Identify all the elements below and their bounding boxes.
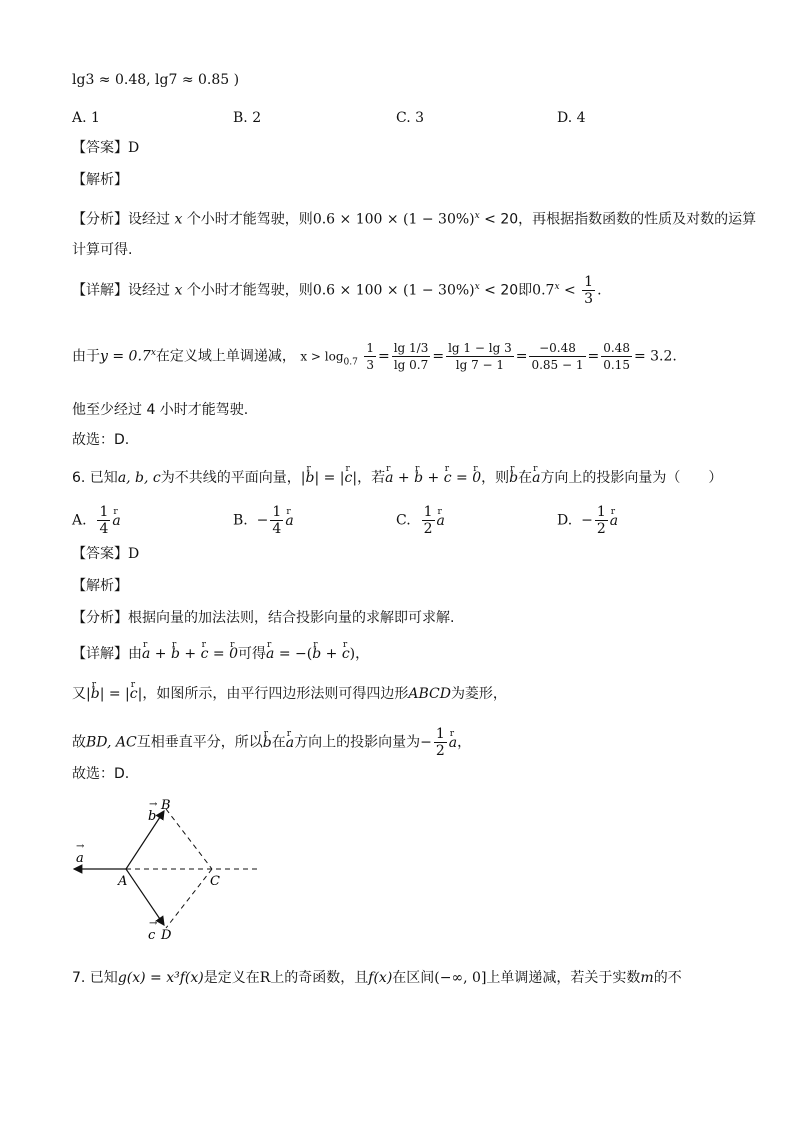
vector-symbol: r a [142,644,150,664]
frac-num: −0.48 [529,340,585,357]
frac-num: 1 [423,504,433,520]
vector-symbol: r a [532,468,540,488]
so-text-3: 互相垂直平分，所以 [136,734,263,751]
q6-option-c [396,504,445,537]
detail-line: 【详解】设经过 x 个小时才能驾驶，则$0.6 \times 100 \times (1 - 30\%)^x < 20$即$0.7^x$ < $\frac{1}{3}$ . [72,274,602,307]
q7-R: R [259,970,271,986]
opt-sign: − [256,512,269,529]
option-a: A. 1 [72,110,100,126]
also-text-1: 又 [72,686,86,702]
q6-text-4: 在 [518,470,533,486]
vector-symbol: r b [414,468,423,488]
option-c: C. 3 [396,110,425,126]
vector-symbol: r b [305,468,314,488]
detail-x: x [174,282,183,299]
monotonic-line: 由于$y = 0.7^x$在定义域上单调递减， $x > \log_{0.7}$ $\frac{1}{3}$ = $\frac{\lg 1/3}{\lg 0.7}$ = $\frac{\lg 1 - \lg 3}{\lg 7 - 1}$ = $\frac{-0.48}{0.85 - 1}$ = $\frac{0.48}{0.15}$ = 3.2. [72,341,677,372]
frac-num: lg 1 − lg 3 [448,341,512,355]
answer-tag: 【答案】 [72,546,128,562]
label-b-arrow: → [149,799,158,810]
label-C: C [210,874,220,889]
opt-frac [595,504,608,537]
frac-den: 3 [584,291,594,307]
vector-symbol: r b [312,644,321,664]
opt-letter: B. [233,512,248,529]
detail-lt: < [559,282,581,299]
option-b: B. 2 [233,110,262,126]
q6-answer-line [72,544,139,564]
vector-symbol: r a [437,511,445,531]
q7-text-1: 7. 已知 [72,970,118,986]
q6-option-a [72,504,121,537]
label-B: B [161,798,171,813]
vector-symbol: r c [345,468,353,488]
q6-jiexi-tag: 【解析】 [72,578,128,594]
frac-num: 1 [584,274,594,290]
so-text-5: 方向上的投影向量为 [294,734,421,751]
q6-option-d [557,504,618,537]
q6-also-line: 又|r b| = |r c|，如图所示，由平行四边形法则可得四边形ABCD为菱形， [72,684,507,704]
opt-frac [422,504,435,537]
analysis-exponent: x [474,211,480,221]
q6-text-2: 若 [371,470,386,486]
opt-letter: D. [557,512,573,529]
vector-symbol: r a [112,511,120,531]
mono-func: y = 0.7 [100,348,151,365]
frac-den: lg 0.7 [393,358,429,372]
analysis-text-1: 设经过 [128,211,170,228]
jiexi-tag: 【解析】 [72,172,128,188]
choose-6: 故选：D. [72,766,130,782]
analysis-line-2: 计算可得. [72,242,133,258]
vector-symbol: r 0 [229,644,238,664]
detail-base: 0.7 [532,282,555,299]
conclusion: 他至少经过 4 小时才能驾驶. [72,402,249,418]
label-a-arrow: → [76,841,85,852]
vector-symbol: r a [449,733,457,753]
frac-den: 3 [366,358,374,372]
q7-f: f(x) [368,970,393,986]
vector-symbol: r b [171,644,180,664]
frac-num: 1 [272,504,282,520]
vector-symbol: r a [286,733,294,753]
q7-g-def: g(x) = x³f(x) [117,970,204,986]
mono-frac-1 [392,340,431,373]
analysis-line [72,206,756,230]
vector-symbol: r a [285,511,293,531]
vector-symbol: r b [91,684,100,704]
vector-symbol: r b [509,468,518,488]
q7-text-5: 上单调递减，若关于实数 [486,970,641,986]
frac-num: 1 [99,504,109,520]
q7-m: m [640,970,654,986]
vector-symbol: r a [385,468,393,488]
vector-symbol: r a [266,644,274,664]
detail-formula: 0.6 × 100 × (1 − 30%) [312,282,475,299]
quad-name: ABCD [408,686,451,702]
mono-frac-4 [601,340,632,373]
q6-option-b [233,504,294,537]
mono-text-2: 在定义域上单调递减， [155,348,296,365]
analysis-x: x [174,211,183,228]
label-b: b [148,809,157,824]
q6-detail-line: 【详解】由r a + r b + r c = r 0可得r a = −(r b + r c)， [72,644,369,664]
q7-text-4: 在区间 [392,970,435,986]
frac-num: lg 1/3 [393,341,429,355]
opt-letter: A. [72,512,87,529]
q6-stem: 6. 已知a, b, c为不共线的平面向量，|r b| = |r c|，若r a + r b + r c = r 0，则r b在r a方向上的投影向量为（ ） [72,468,722,488]
frac-den: lg 7 − 1 [455,358,505,372]
opt-frac [97,504,110,537]
analysis-tag: 【分析】 [72,610,128,626]
frac-num: 0.48 [603,341,630,355]
detail-text-2: 可得 [238,646,267,662]
frac-den: 2 [435,743,445,759]
frac-den: 0.15 [603,358,630,372]
detail-tag: 【详解】 [72,282,128,299]
q6-text-3: 则 [495,470,510,486]
so-text-4: 在 [271,734,286,751]
q7-text-6: 的不 [653,970,682,986]
frac-den: 4 [272,521,282,537]
detail-text-3: < 20即 [479,282,533,299]
vector-symbol: r b [263,733,272,753]
so-frac [434,726,447,759]
analysis-text-2: 个小时才能驾驶，则 [186,211,313,228]
option-d: D. 4 [557,110,586,126]
detail-exp-1: x [474,281,480,292]
vector-symbol: r c [444,468,452,488]
analysis-tag: 【分析】 [72,211,128,228]
q7-interval: (−∞, 0] [434,970,487,986]
frac-den: 0.85 − 1 [531,358,584,372]
analysis-text: 根据向量的加法法则，结合投影向量的求解即可求解. [128,610,455,626]
q6-vectors: a, b, c [117,470,161,486]
detail-exp-2: x [554,281,560,292]
rhombus-diagram [60,795,280,945]
frac-den: 2 [596,521,606,537]
opt-sign: − [581,512,593,529]
label-a: a [76,851,84,866]
fraction-one-third [582,274,595,307]
analysis-text-3: < 20，再根据指数函数的性质及对数的运算 [479,211,757,228]
q6-so-line: 故BD, AC互相垂直平分，所以r b在r a方向上的投影向量为− $\frac{1}{2}$ r a， [72,726,471,759]
mono-result: = 3.2 [633,348,673,365]
mono-frac-3 [529,340,585,373]
q6-text-5: 方向上的投影向量为（ ） [540,470,723,486]
frac-num: 1 [435,726,445,742]
mono-frac-2 [446,340,514,373]
q7-stem [72,968,682,988]
opt-frac [270,504,283,537]
label-A: A [118,874,128,889]
given-values: lg3 ≈ 0.48, lg7 ≈ 0.85 ) [72,72,240,88]
q6-analysis-line [72,608,454,628]
mono-x: x > log [300,349,344,364]
answer-line [72,138,139,158]
vector-b-arrow [126,811,164,869]
label-c-arrow: → [149,918,158,929]
vector-symbol: r 0 [472,468,481,488]
answer-value: D [128,140,140,156]
detail-text-1: 设经过 [128,282,170,299]
vector-symbol: r a [610,511,618,531]
answer-value: D [128,546,140,562]
vector-symbol: r c [342,644,350,664]
opt-letter: C. [396,512,411,529]
frac-num: 1 [596,504,606,520]
choose-5: 故选：D. [72,432,130,448]
label-D: D [161,928,172,943]
mono-frac-0 [364,340,376,373]
q7-text-2: 是定义在 [203,970,260,986]
q6-number: 6. 已知 [72,470,118,486]
detail-text-1: 由 [128,646,142,662]
frac-den: 2 [423,521,433,537]
side-cd [166,869,212,928]
vector-symbol: r c [130,684,138,704]
frac-num: 1 [366,341,374,355]
mono-exp: x [150,347,156,358]
so-segments: BD, AC [86,734,137,751]
answer-tag: 【答案】 [72,140,128,156]
side-bc [166,809,212,869]
mono-log-base: 0.7 [343,357,358,368]
also-text-2: ，如图所示，由平行四边形法则可得四边形 [142,686,409,702]
detail-tag: 【详解】 [72,646,128,662]
detail-text-2: 个小时才能驾驶，则 [186,282,313,299]
so-text-1: 故 [72,734,86,751]
analysis-formula: 0.6 × 100 × (1 − 30%) [312,211,475,228]
frac-den: 4 [99,521,109,537]
q7-text-3: 上的奇函数，且 [270,970,369,986]
mono-text-1: 由于 [72,348,100,365]
vector-symbol: r c [201,644,209,664]
label-c: c [148,928,156,943]
also-text-3: 为菱形， [450,686,507,702]
vector-c-arrow [126,869,164,925]
q6-text-1: 为不共线的平面向量， [160,470,301,486]
